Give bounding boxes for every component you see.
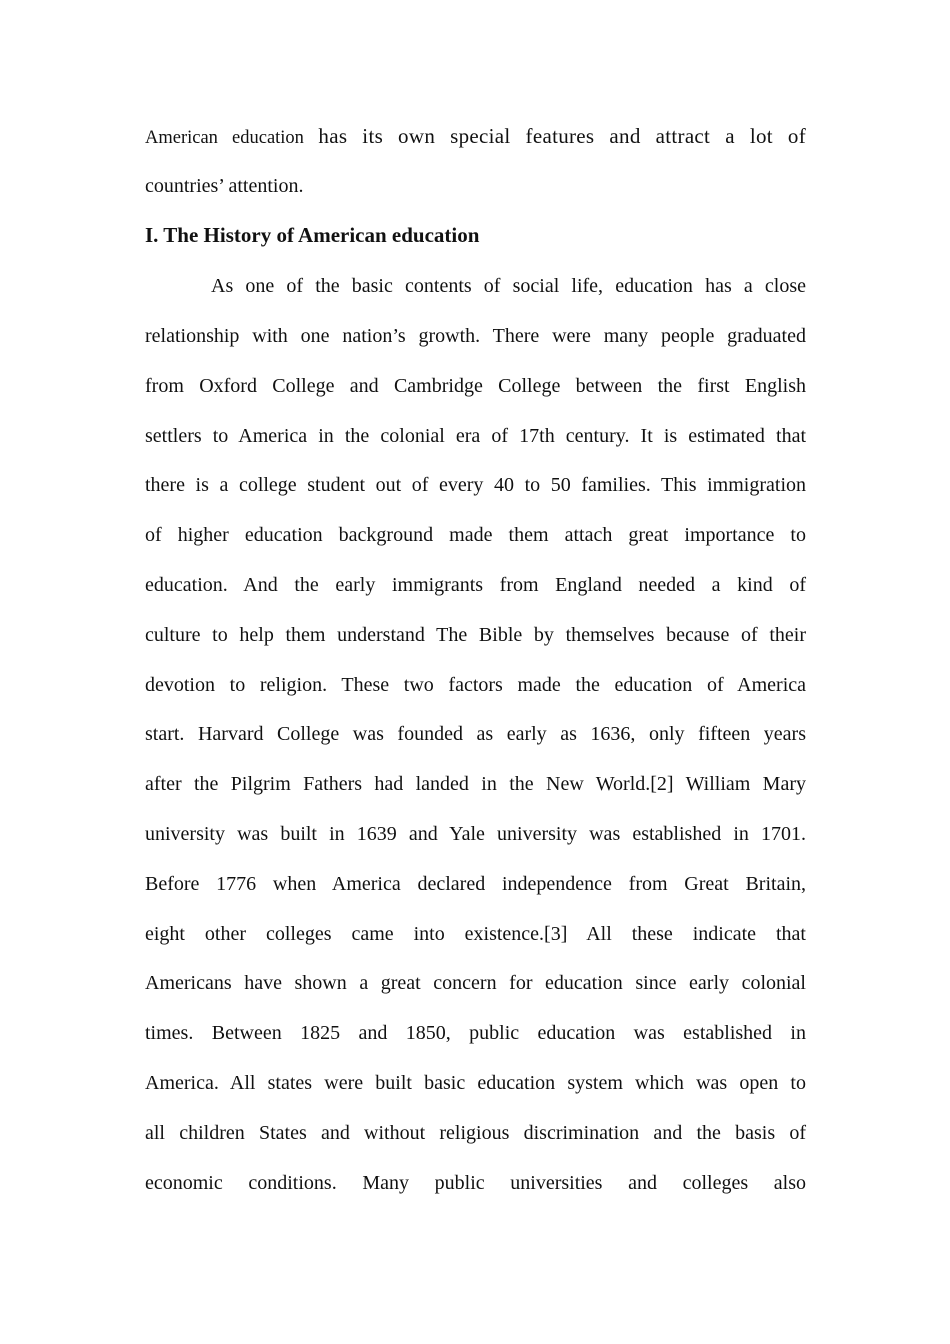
intro-lead-text: American education [145, 128, 304, 148]
paragraph-line: As one of the basic contents of social life, education has a close [211, 275, 806, 297]
paragraph-line: university was built in 1639 and Yale university was established in 1701. [145, 823, 806, 845]
paragraph-line: eight other colleges came into existence.[3] All these indicate that [145, 923, 806, 945]
paragraph-line: culture to help them understand The Bible by themselves because of their [145, 624, 806, 646]
intro-line-1 [145, 124, 806, 148]
paragraph-line: devotion to religion. These two factors made the education of America [145, 674, 806, 696]
paragraph-line: relationship with one nation’s growth. There were many people graduated [145, 325, 806, 347]
paragraph-line: settlers to America in the colonial era of 17th century. It is estimated that [145, 425, 806, 447]
paragraph-line: economic conditions. Many public universities and colleges also [145, 1172, 806, 1194]
intro-paragraph [145, 124, 806, 148]
intro-line-2: countries’ attention. [145, 175, 304, 197]
paragraph-line: Americans have shown a great concern for education since early colonial [145, 972, 806, 994]
paragraph-line: after the Pilgrim Fathers had landed in the New World.[2] William Mary [145, 773, 806, 795]
paragraph-line: times. Between 1825 and 1850, public education was established in [145, 1022, 806, 1044]
intro-rest-text: has its own special features and attract a lot of [318, 124, 806, 148]
paragraph-line: America. All states were built basic education system which was open to [145, 1072, 806, 1094]
paragraph-line: of higher education background made them attach great importance to [145, 524, 806, 546]
paragraph-line: all children States and without religious discrimination and the basis of [145, 1122, 806, 1144]
paragraph-line: start. Harvard College was founded as early as 1636, only fifteen years [145, 723, 806, 745]
paragraph-line: there is a college student out of every 40 to 50 families. This immigration [145, 474, 806, 496]
section-heading: I. The History of American education [145, 223, 480, 247]
paragraph-line: Before 1776 when America declared independence from Great Britain, [145, 873, 806, 895]
paragraph-line: from Oxford College and Cambridge College between the first English [145, 375, 806, 397]
paragraph-line: education. And the early immigrants from England needed a kind of [145, 574, 806, 596]
